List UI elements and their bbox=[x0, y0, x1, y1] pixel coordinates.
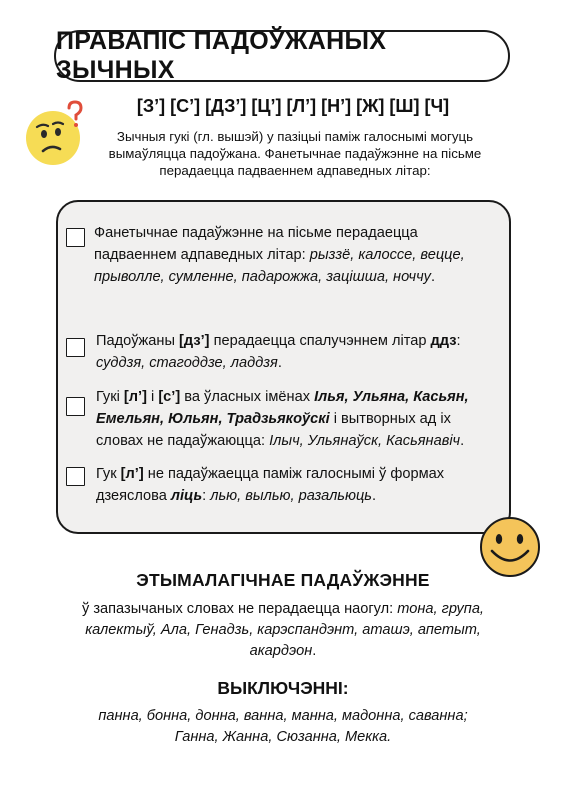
rules-card bbox=[56, 200, 511, 534]
exceptions-line: Ганна, Жанна, Сюзанна, Мекка. bbox=[174, 729, 392, 745]
rule-checkbox[interactable] bbox=[66, 338, 85, 357]
exceptions-paragraph bbox=[40, 706, 526, 748]
rule-checkbox[interactable] bbox=[66, 228, 85, 247]
rule-checkbox[interactable] bbox=[66, 397, 85, 416]
exceptions-line: панна, бонна, донна, ванна, манна, мадонна, саванна; bbox=[98, 708, 468, 724]
exceptions-heading: ВЫКЛЮЧЭННІ: bbox=[217, 678, 349, 698]
rule-checkbox[interactable] bbox=[66, 467, 85, 486]
intro-paragraph: Зычныя гукі (гл. вышэй) у пазіцыі паміж галоснымі могуць вымаўляцца падоўжана. Фанетычнае падаўжэнне на пісьме перадаецца падваеннем адпаведных літар: bbox=[108, 129, 482, 178]
rule-text: Падоўжаны [дз’] перадаецца спалучэннем літар ддз: суддзя, стагоддзе, ладдзя. bbox=[96, 333, 461, 371]
etymology-paragraph: ў запазычаных словах не перадаецца наогул: тона, група, калектыў, Ала, Генадзь, карэспандэнт, аташэ, апетыт, акардэон. bbox=[81, 601, 484, 659]
etymology-heading: ЭТЫМАЛАГІЧНАЕ ПАДАЎЖЭННЕ bbox=[136, 570, 430, 590]
page-title: ПРАВАПІС ПАДОЎЖАНЫХ ЗЫЧНЫХ bbox=[54, 30, 510, 82]
rule-text: Фанетычнае падаўжэнне на пісьме перадаецца падваеннем адпаведных літар: рыззё, калоссе, веццe, прыволле, сумленне, падарожжа, зацішша, ноччу. bbox=[94, 225, 465, 285]
rule-text: Гук [л’] не падаўжаецца паміж галоснымі ў формах дзеяслова ліць: лью, вылью, разальюць. bbox=[96, 466, 445, 504]
consonant-list: [З’] [С’] [ДЗ’] [Ц’] [Л’] [Н’] [Ж] [Ш] [Ч] bbox=[136, 96, 450, 116]
rule-text: Гукі [л’] і [с’] ва ўласных імёнах Ілья, Ульяна, Касьян, Емельян, Юльян, Традзьякоўскі і вытворных ад іх словах не падаўжаюцца: Ілыч, Ульянаўск, Касьянавіч. bbox=[96, 389, 469, 449]
